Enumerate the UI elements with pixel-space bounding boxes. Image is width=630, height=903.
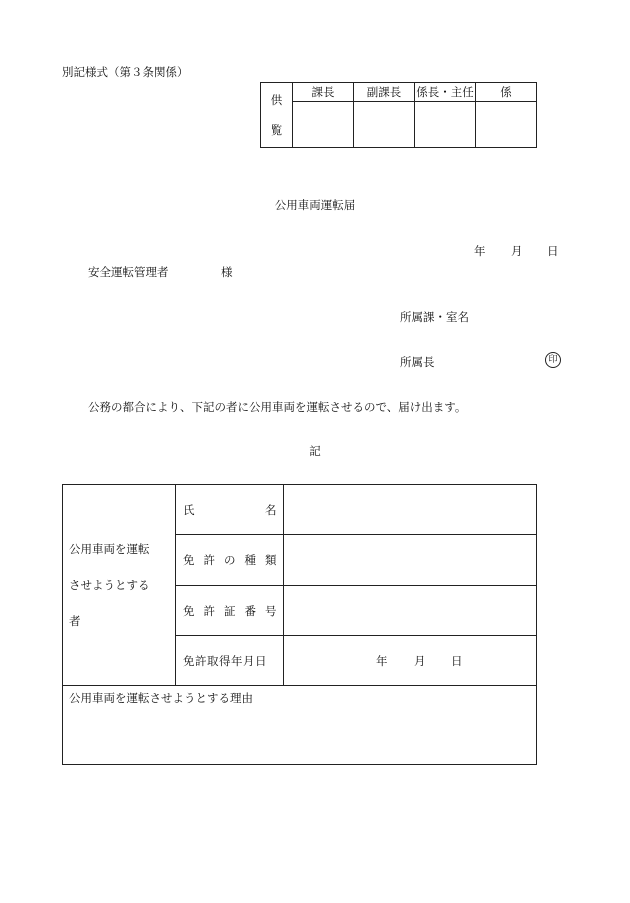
- license-type-label-char: 種: [244, 553, 257, 567]
- approval-stamp-subsection-chief[interactable]: [415, 102, 476, 148]
- seal-mark: 印: [545, 352, 561, 368]
- license-date-year: 年: [376, 653, 388, 668]
- note-marker: 記: [309, 444, 321, 458]
- name-field[interactable]: [284, 485, 537, 535]
- date-year-label: 年: [474, 244, 486, 258]
- approval-stamp-deputy-chief[interactable]: [354, 102, 415, 148]
- license-number-label-char: 号: [265, 603, 277, 618]
- subject-label: [63, 485, 176, 686]
- name-label: [176, 485, 284, 535]
- details-table: [62, 484, 537, 765]
- license-type-label: [176, 535, 284, 586]
- approval-col-staff: 係: [476, 83, 537, 102]
- license-number-label: [176, 586, 284, 636]
- date-day-label: 日: [547, 244, 559, 258]
- approval-col-subsection-chief: 係長・主任: [415, 83, 476, 102]
- approval-stamp-section-chief[interactable]: [293, 102, 354, 148]
- license-type-field[interactable]: [284, 535, 537, 586]
- license-number-label-char: 番: [244, 603, 257, 618]
- license-type-label-char: 免: [183, 553, 195, 567]
- addressee-honorific: 様: [221, 265, 233, 279]
- department-head-label: 所属長: [400, 355, 435, 369]
- license-date-label: 免許取得年月日: [176, 636, 284, 686]
- addressee-name: 安全運転管理者: [88, 265, 169, 279]
- license-type-label-char: 類: [265, 553, 277, 567]
- approval-col-section-chief: 課長: [293, 83, 354, 102]
- body-text: 公務の都合により、下記の者に公用車両を運転させるので、届け出ます。: [88, 400, 467, 414]
- reason-label: 公用車両を運転させようとする理由: [69, 691, 253, 705]
- form-reference: 別記様式（第３条関係）: [62, 65, 189, 79]
- subject-label-line-1: 公用車両を運転: [69, 542, 150, 556]
- license-number-label-char: 証: [224, 603, 236, 618]
- reason-field[interactable]: [63, 686, 537, 765]
- license-number-field[interactable]: [284, 586, 537, 636]
- license-date-day: 日: [451, 653, 463, 668]
- approval-box: [260, 82, 537, 148]
- approval-label: [261, 83, 293, 148]
- approval-label-char-2: 覧: [270, 123, 283, 137]
- license-number-label-char: 免: [183, 603, 195, 618]
- department-label: 所属課・室名: [400, 310, 469, 324]
- license-date-month: 月: [414, 653, 426, 668]
- name-label-char: 名: [265, 502, 277, 517]
- approval-col-deputy-chief: 副課長: [354, 83, 415, 102]
- approval-stamp-staff[interactable]: [476, 102, 537, 148]
- name-label-char: 氏: [183, 502, 195, 517]
- license-type-label-char: の: [224, 553, 236, 567]
- approval-label-char-1: 供: [270, 93, 283, 107]
- license-date-field[interactable]: [284, 636, 537, 686]
- subject-label-line-3: 者: [69, 614, 81, 628]
- form-title: 公用車両運転届: [274, 198, 356, 212]
- date-month-label: 月: [511, 244, 523, 258]
- license-type-label-char: 許: [203, 553, 216, 567]
- subject-label-line-2: させようとする: [69, 578, 150, 592]
- license-number-label-char: 許: [203, 603, 216, 618]
